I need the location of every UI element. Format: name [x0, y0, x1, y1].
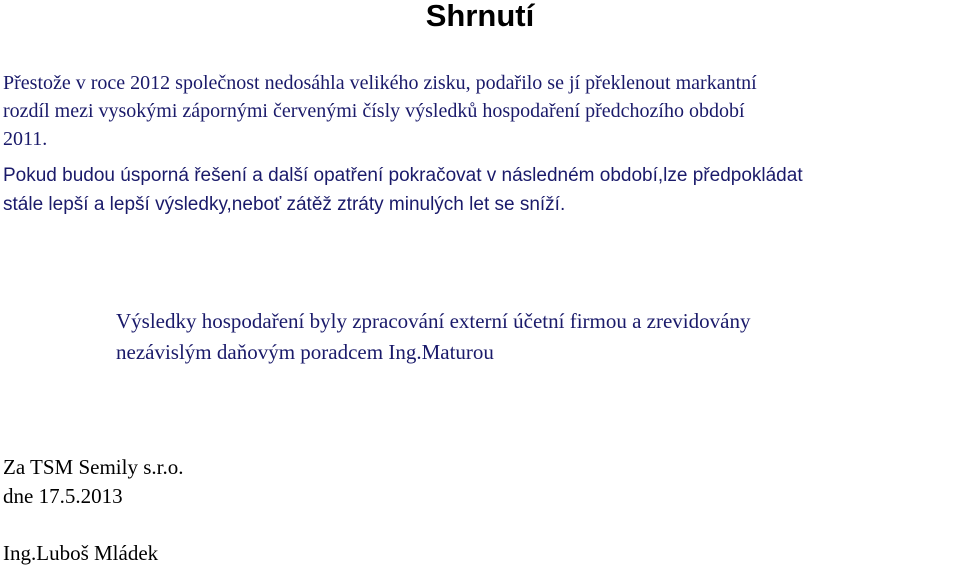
paragraph-line: rozdíl mezi vysokými zápornými červenými čísly výsledků hospodaření předchozího období	[3, 100, 745, 122]
paragraph-line: nezávislým daňovým poradcem Ing.Maturou	[116, 340, 494, 364]
summary-paragraph-audit	[116, 306, 956, 368]
signature-name: Ing.Luboš Mládek	[3, 541, 159, 565]
summary-paragraph-outlook	[3, 161, 958, 219]
signature-date: dne 17.5.2013	[3, 484, 123, 508]
paragraph-line: Přestože v roce 2012 společnost nedosáhla velikého zisku, podařilo se jí překlenout markantní	[3, 72, 757, 94]
paragraph-line: 2011.	[3, 128, 48, 150]
page-title: Shrnutí	[425, 0, 535, 33]
paragraph-line: Výsledky hospodaření byly zpracování externí účetní firmou a zrevidovány	[116, 309, 751, 333]
summary-paragraph-profit	[3, 69, 958, 153]
paragraph-line: stále lepší a lepší výsledky,neboť zátěž ztráty minulých let se sníží.	[3, 194, 566, 215]
signature-company: Za TSM Semily s.r.o.	[3, 455, 184, 479]
paragraph-line: Pokud budou úsporná řešení a další opatření pokračovat v následném období,lze předpokládat	[3, 165, 803, 186]
